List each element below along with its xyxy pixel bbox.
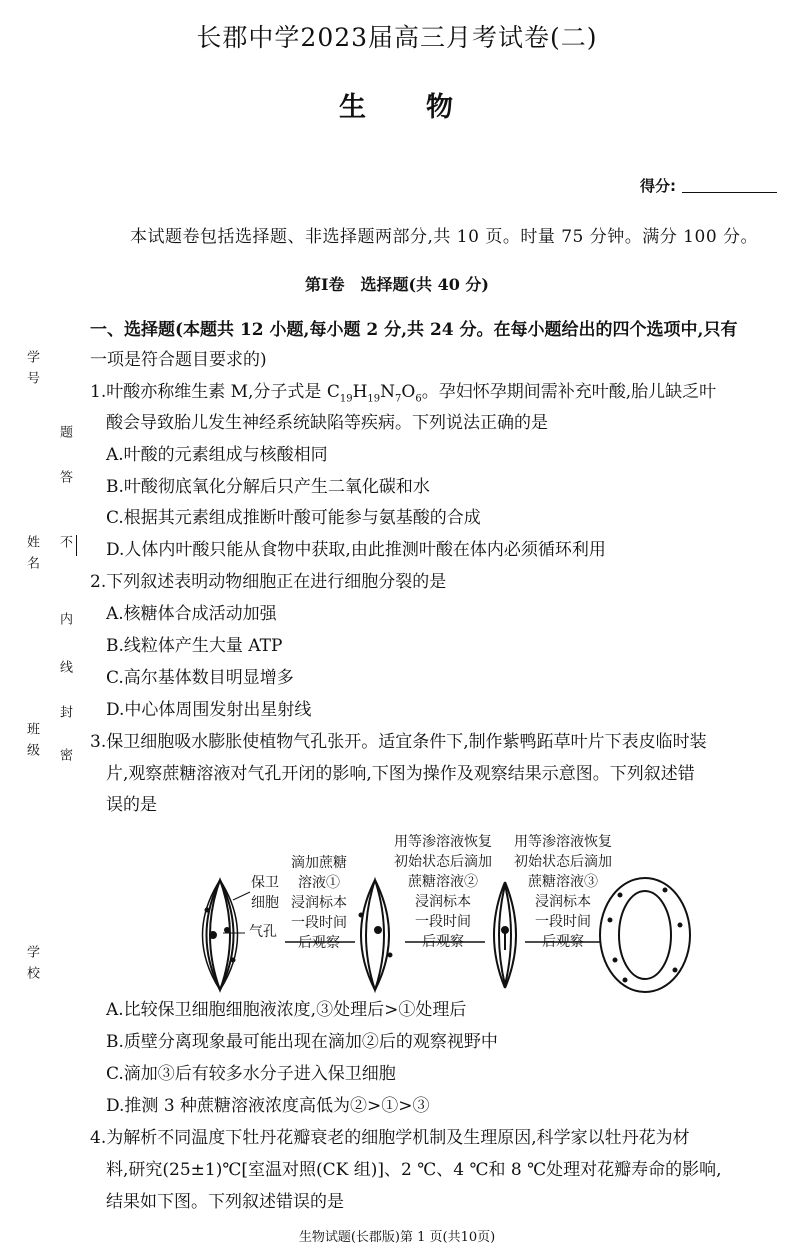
step2-line: 蔗糖溶液② <box>408 874 478 890</box>
q3-option-d: D.推测 3 种蔗糖溶液浓度高低为②>①>③ <box>106 1096 430 1116</box>
step1-line: 后观察 <box>298 935 340 951</box>
q1-stem-cont: 酸会导致胎儿发生神经系统缺陷等疾病。下列说法正确的是 <box>106 413 548 433</box>
side-seal-text: 答 <box>57 470 72 491</box>
step1-line: 浸润标本 <box>291 895 347 911</box>
side-class-label: 班级 <box>24 722 39 764</box>
step3-caption <box>507 832 619 952</box>
label-guard-cell-line1: 保卫 <box>251 875 279 891</box>
step3-line: 一段时间 <box>535 914 591 930</box>
q1-formula-el: O <box>401 382 416 402</box>
stoma-initial <box>203 880 238 990</box>
step3-line: 后观察 <box>542 934 584 950</box>
score-label: 得分: <box>640 177 676 195</box>
step2-caption <box>387 832 499 952</box>
step1-line: 溶液① <box>298 875 340 891</box>
q1-option-d: D.人体内叶酸只能从食物中获取,由此推测叶酸在体内必须循环利用 <box>106 540 606 560</box>
step2-line: 初始状态后滴加 <box>394 854 492 870</box>
exam-notice: 本试题卷包括选择题、非选择题两部分,共 10 页。时量 75 分钟。满分 100 分。 <box>130 227 759 247</box>
side-seal-text: 题 <box>57 425 72 446</box>
q1-formula-sub: 19 <box>339 393 353 405</box>
q3-stem-cont: 误的是 <box>106 795 157 815</box>
guard-cell-pointer <box>233 892 250 900</box>
section-heading-text: 一、选择题(本题共 12 小题,每小题 2 分,共 24 分。在每小题给出的四个选项中,只有 <box>90 320 738 340</box>
step2-line: 用等渗溶液恢复 <box>394 834 492 850</box>
q2-option-a: A.核糖体合成活动加强 <box>106 604 277 624</box>
step1-caption <box>283 853 355 953</box>
stomata-diagram <box>195 830 695 1000</box>
side-seal-text: 内 <box>57 612 72 633</box>
step2-line: 浸润标本 <box>415 894 471 910</box>
q1-stem-a: 1.叶酸亦称维生素 M,分子式是 C <box>90 382 340 402</box>
step2-line: 一段时间 <box>415 914 471 930</box>
subject-title: 生 物 <box>339 92 455 123</box>
side-seal-text: 封 <box>57 705 72 726</box>
q3-option-b: B.质壁分离现象最可能出现在滴加②后的观察视野中 <box>106 1032 498 1052</box>
side-id-label: 学号 <box>24 350 39 392</box>
step3-line: 蔗糖溶液③ <box>528 874 598 890</box>
q1-option-c: C.根据其元素组成推断叶酸可能参与氨基酸的合成 <box>106 508 481 528</box>
q1-formula-el: H <box>352 382 368 402</box>
q1-formula-el: N <box>380 382 396 402</box>
label-stoma: 气孔 <box>249 924 277 940</box>
side-seal-text: 线 <box>57 660 72 681</box>
step1-line: 滴加蔗糖 <box>291 855 347 871</box>
side-name-label: 姓名 <box>24 535 39 577</box>
side-seal-text: 密 <box>57 748 72 769</box>
q1-formula-sub: 7 <box>395 393 402 405</box>
step3-line: 用等渗溶液恢复 <box>514 834 612 850</box>
q2-option-d: D.中心体周围发射出星射线 <box>106 700 312 720</box>
q1-stem-b: 。孕妇怀孕期间需补充叶酸,胎儿缺乏叶 <box>421 382 717 402</box>
side-school-label: 学校 <box>24 945 39 987</box>
label-guard-cell-line2: 细胞 <box>251 895 279 911</box>
q1-formula-sub: 19 <box>367 393 381 405</box>
q3-stem: 3.保卫细胞吸水膨胀使植物气孔张开。适宜条件下,制作紫鸭跖草叶片下表皮临时装 <box>90 732 707 752</box>
q3-option-c: C.滴加③后有较多水分子进入保卫细胞 <box>106 1064 396 1084</box>
q4-stem-cont: 结果如下图。下列叙述错误的是 <box>106 1192 344 1212</box>
q3-option-a: A.比较保卫细胞细胞液浓度,③处理后>①处理后 <box>106 1000 467 1020</box>
q2-option-b: B.线粒体产生大量 ATP <box>106 636 283 656</box>
q1-option-b: B.叶酸彻底氧化分解后只产生二氧化碳和水 <box>106 477 430 497</box>
page-footer: 生物试题(长郡版)第 1 页(共10页) <box>298 1230 496 1245</box>
step2-line: 后观察 <box>422 934 464 950</box>
q1-option-a: A.叶酸的元素组成与核酸相同 <box>106 445 328 465</box>
step3-line: 初始状态后滴加 <box>514 854 612 870</box>
exam-title: 长郡中学2023届高三月考试卷(二) <box>196 23 598 52</box>
q4-stem: 4.为解析不同温度下牡丹花瓣衰老的细胞学机制及生理原因,科学家以牡丹花为材 <box>90 1128 690 1148</box>
q4-stem-cont: 料,研究(25±1)℃[室温对照(CK 组)]、2 ℃、4 ℃和 8 ℃处理对花瓣寿命的影响, <box>106 1160 722 1180</box>
q2-option-c: C.高尔基体数目明显增多 <box>106 668 294 688</box>
part-title: 第Ⅰ卷 选择题(共 40 分) <box>304 275 490 294</box>
step3-line: 浸润标本 <box>535 894 591 910</box>
q1-formula-sub: 6 <box>415 393 422 405</box>
section-heading-cont: 一项是符合题目要求的) <box>90 350 267 370</box>
score-blank <box>682 192 777 193</box>
section-heading <box>90 320 737 340</box>
q3-stem-cont: 片,观察蔗糖溶液对气孔开闭的影响,下图为操作及观察结果示意图。下列叙述错 <box>106 764 695 784</box>
label-guard-cell <box>251 873 279 913</box>
q1-stem <box>90 382 716 409</box>
side-seal-text: 不 <box>55 535 77 556</box>
q2-stem: 2.下列叙述表明动物细胞正在进行细胞分裂的是 <box>90 572 447 592</box>
step1-line: 一段时间 <box>291 915 347 931</box>
